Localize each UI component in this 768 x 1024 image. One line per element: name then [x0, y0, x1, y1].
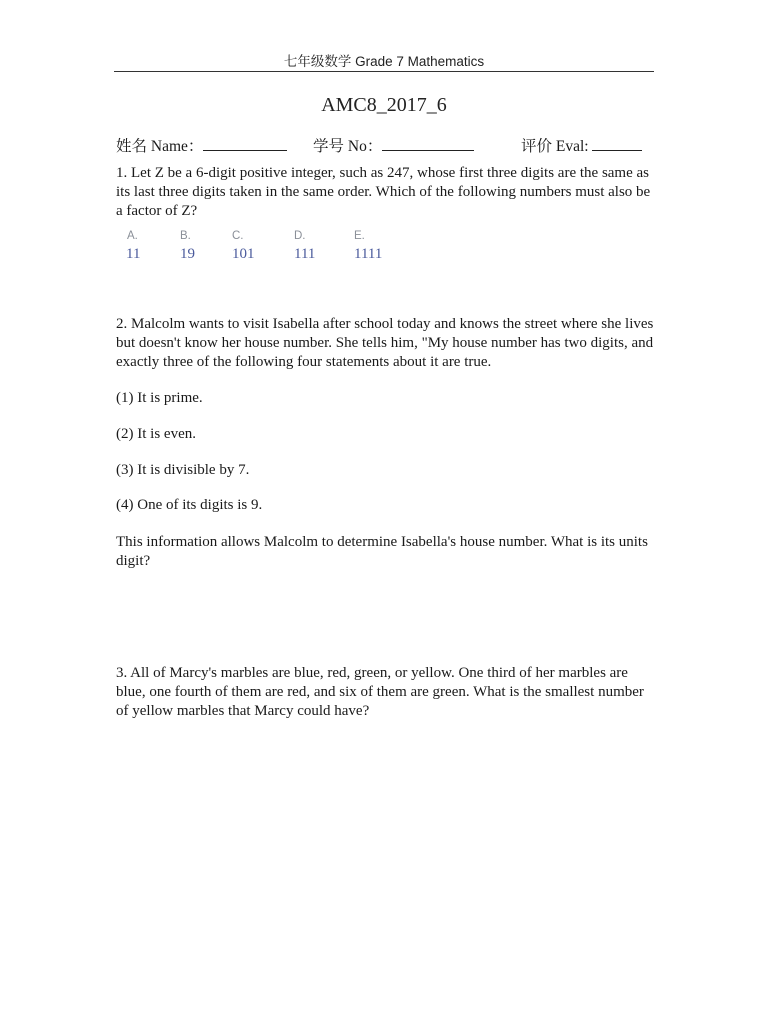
question-1 [116, 164, 656, 222]
choice-value: 19 [180, 246, 195, 262]
choice-value: 111 [294, 246, 316, 262]
statement-1: (1) It is prime. [116, 390, 203, 406]
name-blank[interactable] [203, 136, 287, 151]
header-divider [114, 71, 654, 72]
choice-b [180, 228, 195, 264]
choice-value: 11 [126, 246, 141, 262]
choice-letter: E. [354, 230, 365, 242]
question-1-choices [116, 228, 406, 268]
choice-letter: D. [294, 230, 306, 242]
question-2 [116, 315, 656, 373]
choice-c [232, 228, 255, 264]
statement-4: (4) One of its digits is 9. [116, 497, 263, 513]
question-2-closing [116, 533, 656, 571]
eval-blank[interactable] [592, 136, 642, 151]
question-3-text: 3. All of Marcy's marbles are blue, red, green, or yellow. One third of her marbles are blue, one fourth of them are red, and six of them are green. What is the smallest number of yellow marbles that Marcy could have? [116, 665, 644, 720]
choice-letter: C. [232, 230, 244, 242]
question-1-text: 1. Let Z be a 6-digit positive integer, such as 247, whose first three digits are the same as its last three digits taken in the same order. Which of the following numbers must also be a factor of Z? [116, 165, 651, 220]
name-label: 姓名 Name： [116, 138, 204, 155]
question-2-text: 2. Malcolm wants to visit Isabella after school today and knows the street where she lives but doesn't know her house number. She tells him, "My house number has two digits, and exactly three of the following four statements about it are true. [116, 316, 654, 371]
name-field [116, 134, 287, 156]
choice-e [354, 228, 382, 264]
choice-d [294, 228, 315, 264]
statement-3: (3) It is divisible by 7. [116, 462, 250, 478]
number-blank[interactable] [382, 136, 474, 151]
eval-field [521, 134, 642, 156]
question-2-closing-text: This information allows Malcolm to determine Isabella's house number. What is its units digit? [116, 534, 648, 570]
choice-a [127, 228, 140, 264]
choice-value: 101 [232, 246, 255, 262]
choice-value: 1111 [354, 246, 383, 262]
choice-letter: B. [180, 230, 191, 242]
choice-letter: A. [127, 230, 138, 242]
page-header: 七年级数学 Grade 7 Mathematics [283, 54, 485, 69]
worksheet-title: AMC8_2017_6 [321, 94, 447, 116]
statement-2: (2) It is even. [116, 426, 196, 442]
number-label: 学号 No： [313, 138, 383, 155]
student-info-row [0, 134, 768, 158]
question-3 [116, 664, 656, 722]
number-field [313, 134, 474, 156]
eval-label: 评价 Eval: [521, 138, 589, 155]
